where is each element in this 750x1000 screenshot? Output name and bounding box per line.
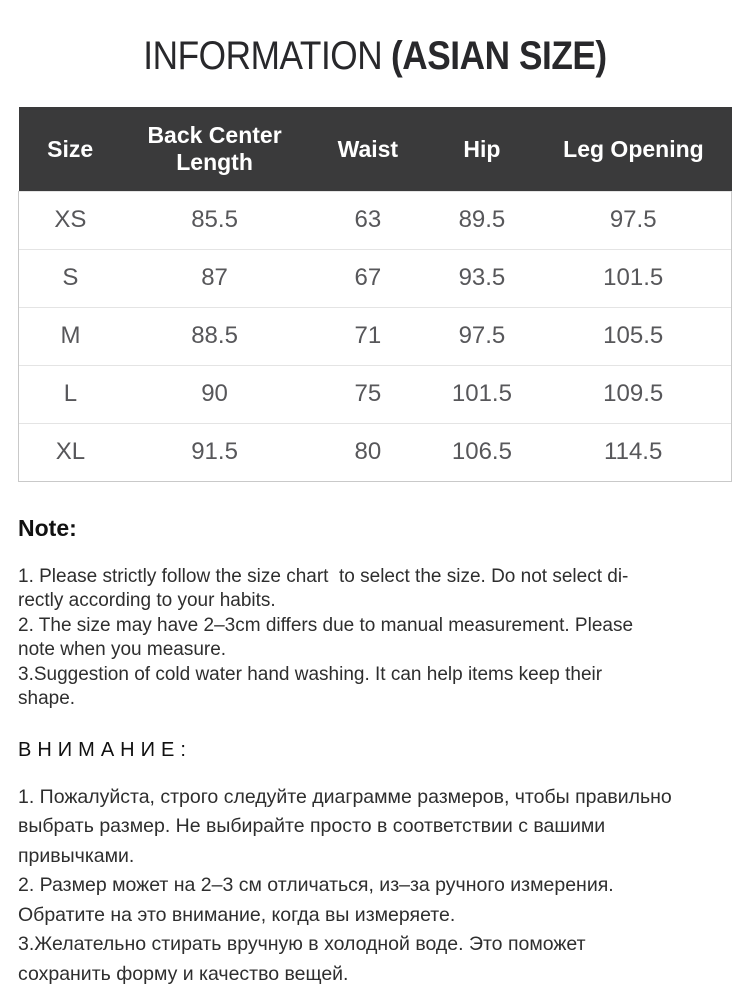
back-center-length-cell: 87 bbox=[122, 249, 307, 307]
note-line: 3.Suggestion of cold water hand washing. It can help items keep their bbox=[18, 663, 603, 685]
size-cell: XS bbox=[19, 191, 122, 249]
attention-heading: ВНИМАНИЕ: bbox=[18, 738, 192, 761]
attention-line: Обратите на это внимание, когда вы измеряете. bbox=[18, 903, 456, 926]
leg-opening-cell: 109.5 bbox=[535, 365, 731, 423]
attention-line: 1. Пожалуйста, строго следуйте диаграмме размеров, чтобы правильно bbox=[18, 785, 672, 808]
notes-section bbox=[18, 515, 732, 990]
table-row bbox=[19, 423, 732, 481]
column-header: Hip bbox=[428, 107, 535, 191]
note-heading: Note: bbox=[18, 514, 77, 541]
table-row bbox=[19, 307, 732, 365]
waist-cell: 71 bbox=[307, 307, 428, 365]
column-header: Size bbox=[19, 107, 122, 191]
attention-line: 2. Размер может на 2–3 см отличаться, из–за ручного измерения. bbox=[18, 874, 614, 896]
waist-cell: 75 bbox=[307, 365, 428, 423]
note-line: shape. bbox=[18, 688, 76, 709]
table-row bbox=[19, 249, 732, 307]
attention-line: 3.Желательно стирать вручную в холодной воде. Это поможет bbox=[18, 933, 586, 955]
size-cell: M bbox=[19, 307, 122, 365]
size-cell: XL bbox=[19, 423, 122, 481]
back-center-length-cell: 88.5 bbox=[122, 307, 307, 365]
column-header: Leg Opening bbox=[535, 107, 731, 191]
size-chart-header-row bbox=[19, 107, 732, 191]
size-chart-body bbox=[19, 191, 732, 481]
hip-cell: 101.5 bbox=[428, 365, 535, 423]
page-title-bold: (ASIAN SIZE) bbox=[391, 34, 607, 78]
leg-opening-cell: 97.5 bbox=[535, 191, 731, 249]
note-line: 2. The size may have 2–3cm differs due to manual measurement. Please bbox=[18, 614, 634, 636]
note-line: rectly according to your habits. bbox=[18, 590, 276, 611]
hip-cell: 89.5 bbox=[428, 191, 535, 249]
leg-opening-cell: 105.5 bbox=[535, 307, 731, 365]
hip-cell: 106.5 bbox=[428, 423, 535, 481]
table-row bbox=[19, 365, 732, 423]
leg-opening-cell: 114.5 bbox=[535, 423, 731, 481]
back-center-length-cell: 90 bbox=[122, 365, 307, 423]
waist-cell: 67 bbox=[307, 249, 428, 307]
attention-line: выбрать размер. Не выбирайте просто в соответствии с вашими bbox=[18, 815, 606, 837]
page-title-light: INFORMATION bbox=[143, 34, 383, 78]
attention-line: сохранить форму и качество вещей. bbox=[18, 962, 349, 985]
size-cell: L bbox=[19, 365, 122, 423]
size-chart-header bbox=[19, 107, 732, 191]
hip-cell: 93.5 bbox=[428, 249, 535, 307]
leg-opening-cell: 101.5 bbox=[535, 249, 731, 307]
back-center-length-cell: 85.5 bbox=[122, 191, 307, 249]
page-title bbox=[45, 0, 705, 79]
hip-cell: 97.5 bbox=[428, 307, 535, 365]
size-chart-table bbox=[18, 107, 732, 482]
note-line: 1. Please strictly follow the size chart to select the size. Do not select di- bbox=[18, 565, 629, 587]
attention-text bbox=[18, 783, 732, 990]
attention-line: привычками. bbox=[18, 844, 135, 867]
column-header: Waist bbox=[307, 107, 428, 191]
table-row bbox=[19, 191, 732, 249]
note-text bbox=[18, 565, 732, 712]
size-cell: S bbox=[19, 249, 122, 307]
back-center-length-cell: 91.5 bbox=[122, 423, 307, 481]
note-line: note when you measure. bbox=[18, 639, 227, 660]
waist-cell: 63 bbox=[307, 191, 428, 249]
column-header: Back Center Length bbox=[122, 107, 307, 191]
waist-cell: 80 bbox=[307, 423, 428, 481]
